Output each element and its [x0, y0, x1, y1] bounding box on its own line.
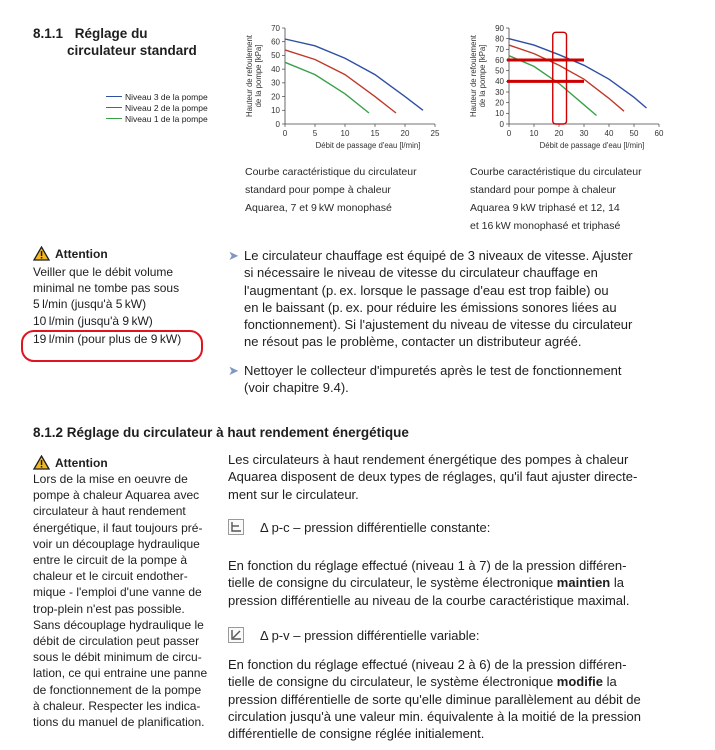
bullet-line: si nécessaire le niveau de vitesse du circulateur chauffage en: [244, 265, 598, 281]
caption-right: [470, 163, 642, 235]
attention-line: trop-plein n'est pas possible.: [33, 601, 185, 616]
caption-line: Courbe caractéristique du circulateur: [470, 166, 642, 178]
emphasis-text: maintien: [556, 575, 611, 591]
attention-line: lation, ce qui entraine une panne: [33, 666, 208, 681]
y-tick-label: 30: [495, 87, 504, 97]
bullet-line: fonctionnement). Si l'ajustement du niveau de vitesse du circulateur: [244, 317, 633, 333]
y-axis-label: Hauteur de refoulementde la pompe [kPa]: [469, 35, 487, 117]
caption-line: Aquarea 9 kW triphasé et 12, 14: [470, 202, 620, 214]
x-tick-label: 15: [370, 129, 380, 138]
section-number: 8.1.1: [33, 26, 64, 41]
bullet-line: Nettoyer le collecteur d'impuretés après le test de fonctionnement: [244, 363, 622, 378]
y-tick-label: 50: [271, 51, 280, 61]
paragraph-line: tielle de consigne du circulateur, le système électronique modifie la: [228, 674, 617, 690]
arrow-bullet-icon: ➤: [228, 248, 239, 263]
attention-line: Veiller que le débit volume: [33, 265, 174, 279]
attention-box-decoupling: [33, 455, 207, 730]
series-line-2: [285, 50, 396, 113]
section-8-1-2-heading: 8.1.2 Réglage du circulateur à haut rendement énergétique: [33, 425, 409, 440]
attention-line: tions du manuel de planification.: [33, 715, 205, 730]
bullet-line: ne résout pas le problème, contacter un distributeur agréé.: [244, 334, 582, 350]
paragraph-line: différentielle de consigne réglée initialement.: [228, 726, 485, 742]
bullet-line: Le circulateur chauffage est équipé de 3 niveaux de vitesse. Ajuster: [244, 248, 633, 263]
bullet-clean-filter: [228, 362, 704, 397]
caption-line: standard pour pompe à chaleur: [245, 184, 391, 196]
series-line-3: [285, 39, 423, 110]
legend-swatch: [106, 118, 122, 120]
chart-legend: [106, 91, 208, 124]
emphasis-text: modifie: [556, 674, 604, 690]
caption-left: [245, 163, 417, 217]
y-tick-label: 20: [271, 92, 280, 102]
attention-line: 5 l/min (jusqu'à 5 kW): [33, 297, 147, 312]
y-tick-label: 70: [495, 45, 504, 55]
warning-icon: [33, 455, 50, 470]
legend-item-level3: [106, 91, 208, 102]
attention-heading: [33, 455, 207, 470]
y-tick-label: 0: [275, 119, 280, 129]
attention-line: entre le circuit de la pompe à: [33, 553, 188, 568]
attention-line: Lors de la mise en oeuvre de: [33, 472, 188, 486]
x-tick-label: 25: [430, 129, 440, 138]
setting-label: Δ p-v – pression différentielle variable:: [260, 627, 480, 643]
y-tick-label: 50: [495, 66, 504, 76]
pump-curve-chart-small: [238, 20, 453, 155]
caption-line: Courbe caractéristique du circulateur: [245, 166, 417, 178]
highlight-ellipse: [21, 330, 203, 362]
attention-line: circulateur à haut rendement: [33, 504, 186, 519]
legend-label: Niveau 2 de la pompe: [125, 102, 208, 113]
paragraph-line: Les circulateurs à haut rendement énergétique des pompes à chaleur: [228, 452, 629, 467]
paragraph-line: circulation jusqu'à une valeur min. équivalente à la moitié de la pression: [228, 708, 641, 724]
attention-text: [33, 471, 207, 730]
paragraph-line: Aquarea disposent de deux types de réglages, qu'il faut ajuster directe-: [228, 469, 638, 485]
y-tick-label: 10: [271, 106, 280, 116]
x-tick-label: 10: [529, 129, 539, 138]
paragraph-line: pression différentielle au niveau de la courbe caractéristique maximal.: [228, 592, 630, 608]
x-tick-label: 30: [579, 129, 589, 138]
attention-line: minimal ne tombe pas sous: [33, 281, 180, 296]
x-tick-label: 0: [282, 129, 288, 138]
x-tick-label: 5: [312, 129, 318, 138]
attention-line: sous le débit minimum de circu-: [33, 650, 202, 665]
paragraph-line: tielle de consigne du circulateur, le système électronique maintien la: [228, 575, 624, 591]
x-tick-label: 10: [340, 129, 350, 138]
x-tick-label: 20: [400, 129, 410, 138]
legend-label: Niveau 1 de la pompe: [125, 113, 208, 124]
legend-item-level1: [106, 113, 208, 124]
bullet-line: (voir chapitre 9.4).: [244, 380, 349, 396]
paragraph-line: En fonction du réglage effectué (niveau 1 à 7) de la pression différen-: [228, 558, 627, 573]
intro-paragraph: [228, 451, 698, 503]
highlight-rect: [553, 32, 567, 124]
y-tick-label: 10: [495, 109, 504, 119]
attention-line: voir un découplage hydraulique: [33, 536, 200, 551]
x-tick-label: 50: [629, 129, 639, 138]
legend-item-level2: [106, 102, 208, 113]
section-title-line1: Réglage du: [74, 26, 148, 41]
y-tick-label: 30: [271, 78, 280, 88]
warning-icon: [33, 246, 50, 261]
attention-line: débit de circulation peut passer: [33, 634, 200, 649]
attention-title: Attention: [55, 455, 108, 470]
y-tick-label: 40: [271, 64, 280, 74]
caption-line: Aquarea, 7 et 9 kW monophasé: [245, 202, 392, 214]
x-axis-label: Débit de passage d'eau [l/min]: [315, 141, 421, 150]
paragraph-variable-pressure: [228, 656, 698, 742]
y-tick-label: 80: [495, 34, 504, 44]
y-tick-label: 90: [495, 23, 504, 33]
x-tick-label: 20: [554, 129, 564, 138]
attention-line: Sans découplage hydraulique le: [33, 617, 204, 632]
paragraph-line: En fonction du réglage effectué (niveau 2 à 6) de la pression différen-: [228, 657, 627, 672]
caption-line: et 16 kW monophasé et triphasé: [470, 220, 621, 232]
attention-line: chaleur et le circuit endother-: [33, 569, 188, 584]
section-8-1-1-heading: [33, 26, 148, 41]
pump-curve-chart-large: [462, 20, 677, 155]
legend-swatch: [106, 96, 122, 98]
attention-heading: [33, 246, 181, 261]
arrow-bullet-icon: ➤: [228, 363, 239, 378]
bullet-pump-speed: [228, 247, 704, 351]
attention-line: énergétique, il faut toujours pré-: [33, 520, 203, 535]
attention-line: 10 l/min (jusqu'à 9 kW): [33, 313, 153, 328]
x-tick-label: 0: [506, 129, 512, 138]
attention-line: mique - l'emploi d'une vanne de: [33, 585, 202, 600]
bullet-line: en le baissant (p. ex. pour réduire les émissions sonores liées au: [244, 299, 617, 315]
y-axis-label: Hauteur de refoulementde la pompe [kPa]: [245, 35, 263, 117]
setting-variable-pressure: [228, 627, 479, 643]
y-tick-label: 60: [495, 55, 504, 65]
attention-line: de fonctionnement de la pompe: [33, 682, 202, 697]
paragraph-line: pression différentielle de sorte qu'elle diminue parallèlement au débit de: [228, 691, 641, 707]
series-line-3: [509, 39, 647, 108]
caption-line: standard pour pompe à chaleur: [470, 184, 616, 196]
attention-line: pompe à chaleur Aquarea avec: [33, 488, 200, 503]
variable-pressure-icon: [228, 627, 244, 643]
legend-label: Niveau 3 de la pompe: [125, 91, 208, 102]
attention-title: Attention: [55, 246, 108, 261]
paragraph-line: ment sur le circulateur.: [228, 486, 359, 502]
x-axis-label: Débit de passage d'eau [l/min]: [539, 141, 645, 150]
y-tick-label: 20: [495, 98, 504, 108]
attention-line: à chaleur. Respecter les indica-: [33, 698, 201, 713]
x-tick-label: 60: [654, 129, 664, 138]
paragraph-constant-pressure: [228, 557, 698, 609]
y-tick-label: 40: [495, 77, 504, 87]
series-line-1: [285, 62, 369, 113]
setting-label: Δ p-c – pression différentielle constante:: [260, 519, 491, 535]
constant-pressure-icon: [228, 519, 244, 535]
y-tick-label: 70: [271, 23, 280, 33]
bullet-line: l'augmentant (p. ex. lorsque le passage d'eau est trop faible) ou: [244, 282, 609, 298]
x-tick-label: 40: [604, 129, 614, 138]
y-tick-label: 0: [499, 119, 504, 129]
section-title-line2: circulateur standard: [67, 43, 197, 58]
legend-swatch: [106, 107, 122, 109]
y-tick-label: 60: [271, 37, 280, 47]
setting-constant-pressure: [228, 519, 490, 535]
attention-line-highlighted: 19 l/min (pour plus de 9 kW): [33, 331, 182, 346]
